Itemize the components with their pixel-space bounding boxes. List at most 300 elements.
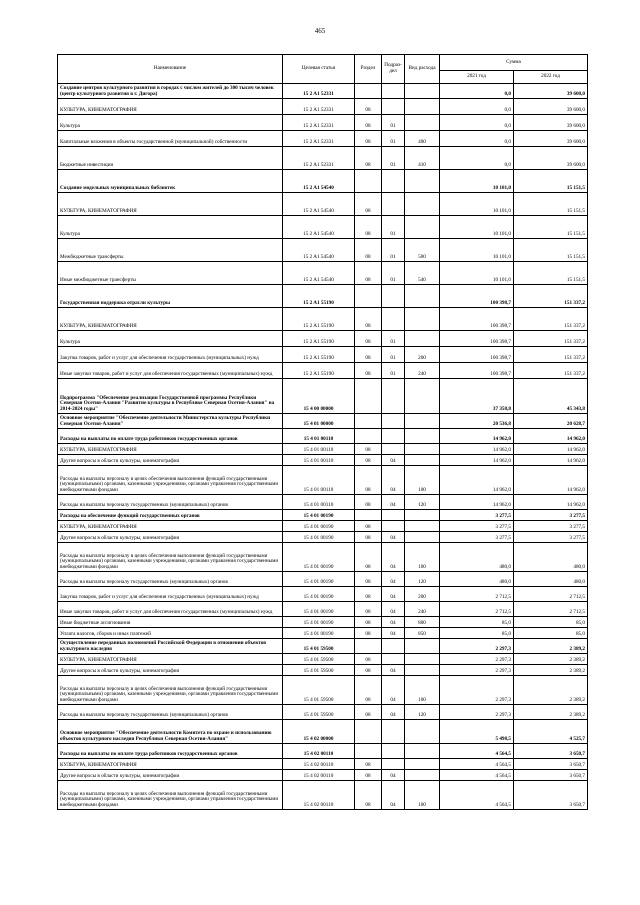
table-row [58,216,588,239]
row-section [355,170,382,193]
table-row [58,705,588,720]
row-sum-2022: 2 389,2 [514,705,588,720]
table-row [58,676,588,705]
row-name: Расходы на выплаты персоналу государственных (муниципальных) органов [58,495,283,510]
table-row [58,543,588,572]
row-expense-type [405,331,440,347]
row-sum-2022: 39 600,0 [514,99,588,115]
row-expense-type [405,193,440,216]
row-expense-type [405,308,440,331]
row-subsection: 01 [382,262,405,285]
row-name: Бюджетные инвестиции [58,147,283,170]
row-target-code: 15 4 01 00110 [283,455,355,466]
row-target-code: 15 4 01 00190 [283,510,355,521]
row-subsection [382,414,405,429]
row-sum-2022: 45 343,8 [514,379,588,414]
row-sum-2021: 0,0 [440,147,514,170]
row-subsection: 04 [382,665,405,676]
row-subsection: 01 [382,331,405,347]
row-name: Другие вопросы в области культуры, кинематографии [58,770,283,781]
table-row [58,628,588,639]
row-name: Уплата налогов, сборов и иных платежей [58,628,283,639]
row-section: 08 [355,587,382,602]
table-row [58,444,588,455]
row-expense-type [405,444,440,455]
row-sum-2021: 3 277,5 [440,510,514,521]
row-sum-2021: 10 101,0 [440,262,514,285]
table-row [58,239,588,262]
page-number: 465 [314,27,326,35]
row-section [355,285,382,308]
row-name: Расходы на выплаты по оплате труда работников государственных органов [58,429,283,444]
row-sum-2022: 15 151,5 [514,239,588,262]
row-name: Закупка товаров, работ и услуг для обеспечения государственных (муниципальных) нужд [58,347,283,363]
row-target-code: 15 4 01 00110 [283,444,355,455]
row-sum-2021: 0,0 [440,115,514,131]
row-name: Расходы на выплаты персоналу в целях обеспечения выполнения функций государственными (муниципальными) органами, казенными учреждениями, органами управления государственными внебюджетными фондами [58,543,283,572]
row-target-code: 15 2 A1 52331 [283,131,355,147]
row-target-code: 15 4 01 00190 [283,572,355,587]
row-name: КУЛЬТУРА, КИНЕМАТОГРАФИЯ [58,308,283,331]
row-section: 08 [355,572,382,587]
row-subsection: 04 [382,587,405,602]
row-sum-2021: 37 358,8 [440,379,514,414]
row-subsection [382,429,405,444]
row-expense-type: 120 [405,705,440,720]
row-target-code: 15 2 A1 54540 [283,216,355,239]
row-subsection: 04 [382,676,405,705]
row-sum-2022: 14 962,0 [514,429,588,444]
row-name: Расходы на обеспечение функций государственных органов [58,510,283,521]
row-target-code: 15 4 02 00110 [283,770,355,781]
row-sum-2022: 39 600,0 [514,84,588,99]
row-sum-2022: 20 628,7 [514,414,588,429]
table-row [58,617,588,628]
row-target-code: 15 2 A1 55190 [283,308,355,331]
table-body [58,84,588,810]
row-subsection [382,720,405,744]
row-sum-2022: 14 962,0 [514,444,588,455]
table-row [58,532,588,543]
row-expense-type [405,744,440,759]
row-subsection [382,193,405,216]
row-target-code: 15 4 01 59500 [283,676,355,705]
row-name: Основное мероприятие "Обеспечение деятельности Министерства культуры Республики Северная Осетия-Алания" [58,414,283,429]
row-sum-2022: 85,0 [514,628,588,639]
row-sum-2021: 3 277,5 [440,532,514,543]
row-subsection [382,99,405,115]
row-expense-type: 200 [405,347,440,363]
row-expense-type [405,759,440,770]
row-target-code: 15 2 A1 55190 [283,347,355,363]
row-sum-2021: 100 398,7 [440,285,514,308]
row-sum-2022: 151 337,2 [514,331,588,347]
row-expense-type [405,654,440,665]
row-expense-type [405,770,440,781]
row-sum-2021: 14 962,0 [440,455,514,466]
row-section: 08 [355,495,382,510]
row-expense-type: 100 [405,466,440,495]
row-section: 08 [355,308,382,331]
row-section: 08 [355,770,382,781]
row-name: Иные межбюджетные трансферты [58,262,283,285]
table-row [58,510,588,521]
row-subsection [382,759,405,770]
row-sum-2021: 2 297,3 [440,654,514,665]
row-target-code: 15 4 02 00110 [283,744,355,759]
row-name: Другие вопросы в области культуры, кинематографии [58,455,283,466]
row-sum-2022: 14 962,0 [514,495,588,510]
row-expense-type: 100 [405,781,440,810]
header-name: Наименование [58,55,283,84]
row-expense-type: 800 [405,617,440,628]
row-name: Иные закупки товаров, работ и услуг для обеспечения государственных (муниципальных) нужд [58,363,283,379]
row-expense-type: 240 [405,363,440,379]
row-target-code: 15 4 02 00110 [283,781,355,810]
row-sum-2022: 3 650,7 [514,744,588,759]
table-row [58,347,588,363]
row-sum-2021: 100 398,7 [440,308,514,331]
table-row [58,654,588,665]
row-sum-2021: 480,0 [440,543,514,572]
row-name: КУЛЬТУРА, КИНЕМАТОГРАФИЯ [58,99,283,115]
row-expense-type [405,532,440,543]
table-row [58,455,588,466]
row-subsection: 04 [382,495,405,510]
row-section [355,414,382,429]
row-subsection: 01 [382,216,405,239]
row-sum-2022: 151 337,2 [514,363,588,379]
row-subsection: 01 [382,131,405,147]
row-sum-2021: 14 962,0 [440,429,514,444]
row-subsection: 04 [382,628,405,639]
row-target-code: 15 2 A1 52331 [283,99,355,115]
row-target-code: 15 4 00 00000 [283,379,355,414]
row-sum-2021: 480,0 [440,572,514,587]
row-expense-type [405,84,440,99]
header-subsection: Подраз-дел [382,55,405,84]
row-sum-2022: 14 962,0 [514,466,588,495]
row-section: 08 [355,628,382,639]
table-row [58,587,588,602]
row-expense-type: 240 [405,602,440,617]
table-header [58,55,588,84]
row-sum-2022: 480,0 [514,543,588,572]
row-subsection [382,170,405,193]
table-row [58,379,588,414]
row-target-code: 15 2 A1 54540 [283,239,355,262]
row-target-code: 15 2 A1 55190 [283,285,355,308]
row-expense-type [405,510,440,521]
row-target-code: 15 4 02 00000 [283,720,355,744]
row-target-code: 15 2 A1 54540 [283,193,355,216]
row-section: 08 [355,363,382,379]
row-subsection: 04 [382,455,405,466]
row-target-code: 15 4 01 00190 [283,532,355,543]
row-expense-type [405,665,440,676]
row-expense-type [405,170,440,193]
row-name: КУЛЬТУРА, КИНЕМАТОГРАФИЯ [58,654,283,665]
row-section: 08 [355,466,382,495]
row-target-code: 15 4 01 59500 [283,705,355,720]
table-row [58,495,588,510]
row-sum-2022: 14 962,0 [514,455,588,466]
row-section: 08 [355,532,382,543]
row-section: 08 [355,654,382,665]
row-subsection: 01 [382,347,405,363]
row-expense-type: 850 [405,628,440,639]
row-name: Расходы на выплаты персоналу государственных (муниципальных) органов [58,705,283,720]
row-sum-2021: 5 498,5 [440,720,514,744]
table-row [58,602,588,617]
row-sum-2022: 15 151,5 [514,262,588,285]
row-sum-2022: 2 712,5 [514,602,588,617]
row-expense-type: 540 [405,262,440,285]
row-section: 08 [355,521,382,532]
row-section: 08 [355,347,382,363]
row-sum-2021: 100 398,7 [440,347,514,363]
row-sum-2021: 0,0 [440,131,514,147]
row-section [355,84,382,99]
table-row [58,639,588,654]
row-sum-2022: 85,0 [514,617,588,628]
header-year-2022: 2022 год [514,71,588,84]
row-subsection [382,84,405,99]
table-row [58,720,588,744]
row-name: Осуществление переданных полномочий Российской Федерации в отношении объектов культурного наследия [58,639,283,654]
row-expense-type [405,285,440,308]
row-sum-2021: 14 962,0 [440,495,514,510]
row-subsection: 04 [382,705,405,720]
row-target-code: 15 4 01 00110 [283,466,355,495]
row-name: Расходы на выплаты персоналу в целях обеспечения выполнения функций государственными (муниципальными) органами, казенными учреждениями, органами управления государственными внебюджетными фондами [58,466,283,495]
row-sum-2021: 14 962,0 [440,466,514,495]
row-section [355,720,382,744]
row-expense-type [405,414,440,429]
row-name: Капитальные вложения в объекты государственной (муниципальной) собственности [58,131,283,147]
row-subsection: 04 [382,617,405,628]
row-sum-2021: 2 297,3 [440,639,514,654]
row-sum-2021: 2 297,3 [440,676,514,705]
row-sum-2022: 2 389,2 [514,639,588,654]
row-sum-2022: 3 650,7 [514,759,588,770]
row-sum-2021: 10 101,0 [440,239,514,262]
row-subsection [382,521,405,532]
row-target-code: 15 4 01 00190 [283,617,355,628]
row-sum-2022: 15 151,5 [514,170,588,193]
table-row [58,363,588,379]
row-section: 08 [355,331,382,347]
row-target-code: 15 4 01 00000 [283,414,355,429]
budget-table [57,54,588,810]
table-row [58,414,588,429]
row-target-code: 15 4 01 59500 [283,654,355,665]
row-section: 08 [355,115,382,131]
row-target-code: 15 2 A1 55190 [283,331,355,347]
table-row [58,193,588,216]
row-sum-2022: 151 337,2 [514,308,588,331]
row-name: Культура [58,331,283,347]
row-subsection [382,379,405,414]
row-sum-2022: 3 277,5 [514,521,588,532]
row-target-code: 15 4 02 00110 [283,759,355,770]
row-name: Создание модельных муниципальных библиотек [58,170,283,193]
row-name: Расходы на выплаты персоналу в целях обеспечения выполнения функций государственными (муниципальными) органами, казенными учреждениями, органами управления государственными внебюджетными фондами [58,676,283,705]
row-expense-type: 120 [405,572,440,587]
table-row [58,131,588,147]
row-sum-2022: 2 712,5 [514,587,588,602]
row-expense-type [405,521,440,532]
row-name: Расходы на выплаты персоналу государственных (муниципальных) органов [58,572,283,587]
row-sum-2021: 100 398,7 [440,363,514,379]
row-section [355,744,382,759]
table-row [58,521,588,532]
row-section: 08 [355,147,382,170]
table-row [58,744,588,759]
row-sum-2021: 10 101,0 [440,216,514,239]
row-subsection: 01 [382,239,405,262]
row-expense-type: 200 [405,587,440,602]
row-sum-2021: 85,0 [440,617,514,628]
row-expense-type [405,379,440,414]
row-name: Основное мероприятие "Обеспечение деятельности Комитета по охране и использованию объектов культурного наследия Республики Северная Осетия-Алания" [58,720,283,744]
row-expense-type [405,99,440,115]
row-name: КУЛЬТУРА, КИНЕМАТОГРАФИЯ [58,759,283,770]
row-subsection: 01 [382,115,405,131]
row-name: Государственная поддержка отрасли культуры [58,285,283,308]
row-section: 08 [355,617,382,628]
row-name: Иные закупки товаров, работ и услуг для обеспечения государственных (муниципальных) нужд [58,602,283,617]
row-name: Культура [58,216,283,239]
row-sum-2021: 4 564,5 [440,759,514,770]
row-section [355,510,382,521]
row-name: Создание центров культурного развития в городах с числом жителей до 300 тысяч человек (центр культурного развития в г. Дигора) [58,84,283,99]
row-name: Другие вопросы в области культуры, кинематографии [58,665,283,676]
row-section: 08 [355,262,382,285]
table-row [58,759,588,770]
row-expense-type [405,429,440,444]
row-sum-2022: 39 600,0 [514,131,588,147]
row-sum-2022: 3 650,7 [514,781,588,810]
row-subsection: 04 [382,466,405,495]
table-row [58,84,588,99]
row-section: 08 [355,665,382,676]
row-name: Закупка товаров, работ и услуг для обеспечения государственных (муниципальных) нужд [58,587,283,602]
row-target-code: 15 4 01 00190 [283,602,355,617]
row-target-code: 15 2 A1 55190 [283,363,355,379]
row-subsection: 04 [382,572,405,587]
row-sum-2022: 15 151,5 [514,216,588,239]
row-target-code: 15 4 01 00110 [283,495,355,510]
table-row [58,572,588,587]
row-expense-type: 120 [405,495,440,510]
row-subsection: 04 [382,770,405,781]
row-target-code: 15 4 01 00190 [283,521,355,532]
row-expense-type [405,639,440,654]
row-sum-2022: 2 389,2 [514,665,588,676]
row-section: 08 [355,131,382,147]
row-section: 08 [355,602,382,617]
header-year-2021: 2021 год [440,71,514,84]
row-sum-2022: 3 277,5 [514,532,588,543]
table-row [58,170,588,193]
row-subsection [382,654,405,665]
row-sum-2021: 100 398,7 [440,331,514,347]
row-expense-type: 100 [405,543,440,572]
row-section [355,639,382,654]
row-sum-2021: 10 101,0 [440,193,514,216]
row-section: 08 [355,676,382,705]
row-target-code: 15 4 01 00190 [283,587,355,602]
row-subsection [382,285,405,308]
row-sum-2022: 39 600,0 [514,115,588,131]
header-code: Целевая статья [283,55,355,84]
row-sum-2022: 39 600,0 [514,147,588,170]
row-target-code: 15 2 A1 52331 [283,115,355,131]
row-section: 08 [355,759,382,770]
row-subsection: 04 [382,532,405,543]
row-name: Межбюджетные трансферты [58,239,283,262]
row-target-code: 15 4 01 00190 [283,543,355,572]
row-target-code: 15 2 A1 54540 [283,262,355,285]
row-section [355,379,382,414]
row-target-code: 15 4 01 00110 [283,429,355,444]
row-sum-2021: 0,0 [440,84,514,99]
row-target-code: 15 4 01 59500 [283,665,355,676]
row-section: 08 [355,216,382,239]
header-section: Раздел [355,55,382,84]
row-name: Расходы на выплаты по оплате труда работников государственных органов [58,744,283,759]
row-subsection: 04 [382,781,405,810]
row-sum-2022: 151 337,2 [514,347,588,363]
table-row [58,781,588,810]
row-sum-2021: 3 277,5 [440,521,514,532]
row-subsection: 04 [382,602,405,617]
row-sum-2021: 4 564,5 [440,744,514,759]
row-expense-type [405,455,440,466]
table-row [58,308,588,331]
row-sum-2022: 2 389,2 [514,654,588,665]
row-sum-2021: 14 962,0 [440,444,514,455]
row-section: 08 [355,705,382,720]
row-sum-2022: 3 650,7 [514,770,588,781]
row-section: 08 [355,193,382,216]
table-row [58,285,588,308]
row-sum-2021: 2 297,3 [440,665,514,676]
row-subsection: 01 [382,147,405,170]
row-section: 08 [355,543,382,572]
row-target-code: 15 4 01 59500 [283,639,355,654]
row-sum-2022: 2 389,2 [514,676,588,705]
row-sum-2021: 10 101,0 [440,170,514,193]
row-sum-2022: 15 151,5 [514,193,588,216]
row-name: Подпрограмма "Обеспечение реализации Государственной программы Республики Северная Осетия-Алания "Развитие культуры в Республике Северная Осетия-Алания" на 2014-2024 годы" [58,379,283,414]
row-expense-type [405,216,440,239]
row-target-code: 15 2 A1 54540 [283,170,355,193]
row-sum-2022: 3 277,5 [514,510,588,521]
table-row [58,262,588,285]
row-section: 08 [355,99,382,115]
row-name: Расходы на выплаты персоналу в целях обеспечения выполнения функций государственными (муниципальными) органами, казенными учреждениями, органами управления государственными внебюджетными фондами [58,781,283,810]
row-sum-2021: 2 712,5 [440,587,514,602]
row-subsection [382,639,405,654]
row-section: 08 [355,781,382,810]
row-target-code: 15 4 01 00190 [283,628,355,639]
row-sum-2021: 20 536,8 [440,414,514,429]
table-row [58,429,588,444]
row-expense-type: 500 [405,239,440,262]
row-sum-2022: 480,0 [514,572,588,587]
